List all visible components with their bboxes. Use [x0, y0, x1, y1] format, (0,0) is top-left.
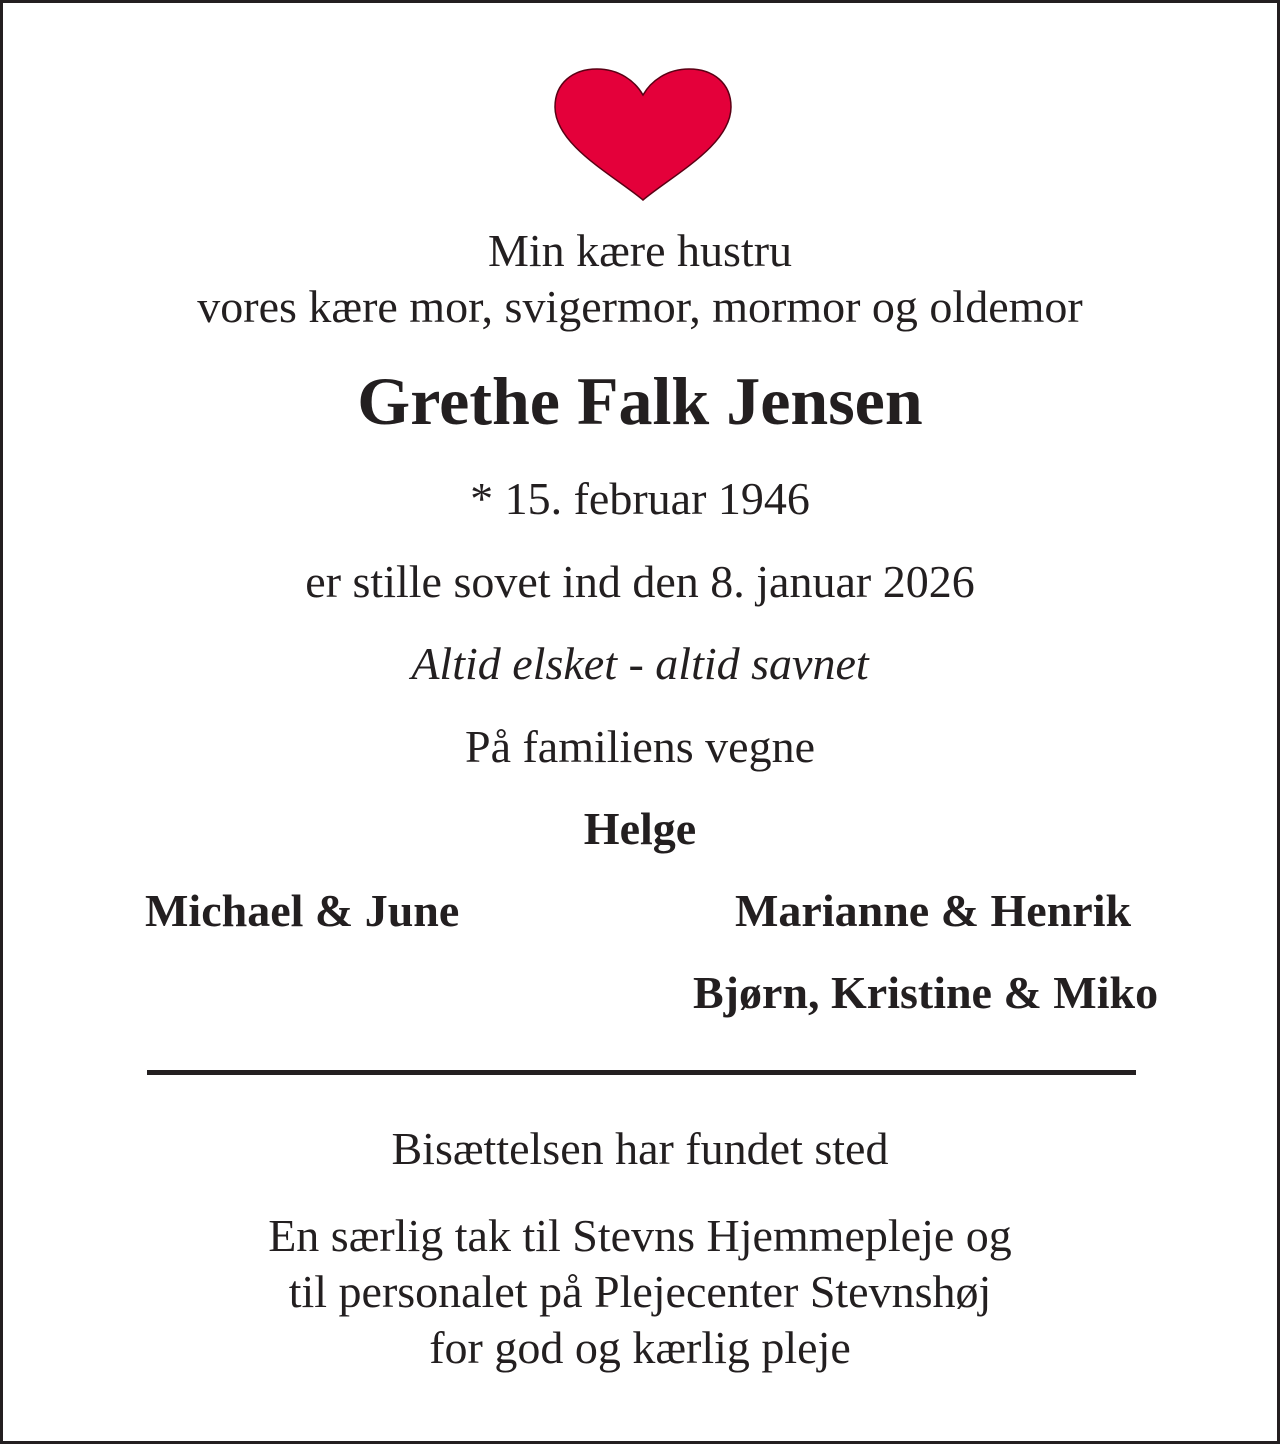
deceased-name: Grethe Falk Jensen: [357, 363, 923, 439]
family-names-left: Michael & June: [145, 885, 460, 936]
heart-shape: [555, 69, 731, 200]
thanks-line-2: til personalet på Plejecenter Stevnshøj: [288, 1266, 992, 1317]
intro-line-1: Min kære hustru: [487, 225, 793, 276]
burial-notice: Bisættelsen har fundet sted: [391, 1123, 889, 1174]
on-behalf-line: På familiens vegne: [464, 721, 815, 772]
intro-line-2: vores kære mor, svigermor, mormor og oldemor: [197, 281, 1083, 332]
thanks-line-1: En særlig tak til Stevns Hjemmepleje og: [268, 1210, 1012, 1261]
thanks-line-3: for god og kærlig pleje: [429, 1322, 851, 1373]
motto: Altid elsket - altid savnet: [411, 638, 869, 689]
birth-date: * 15. februar 1946: [470, 473, 810, 524]
family-names-right-1: Marianne & Henrik: [735, 885, 1132, 936]
family-names-right-2: Bjørn, Kristine & Miko: [693, 967, 1159, 1018]
spouse-name: Helge: [583, 803, 697, 854]
divider-line: [147, 1070, 1136, 1075]
death-date: er stille sovet ind den 8. januar 2026: [305, 556, 975, 607]
heart-icon: [553, 67, 733, 203]
